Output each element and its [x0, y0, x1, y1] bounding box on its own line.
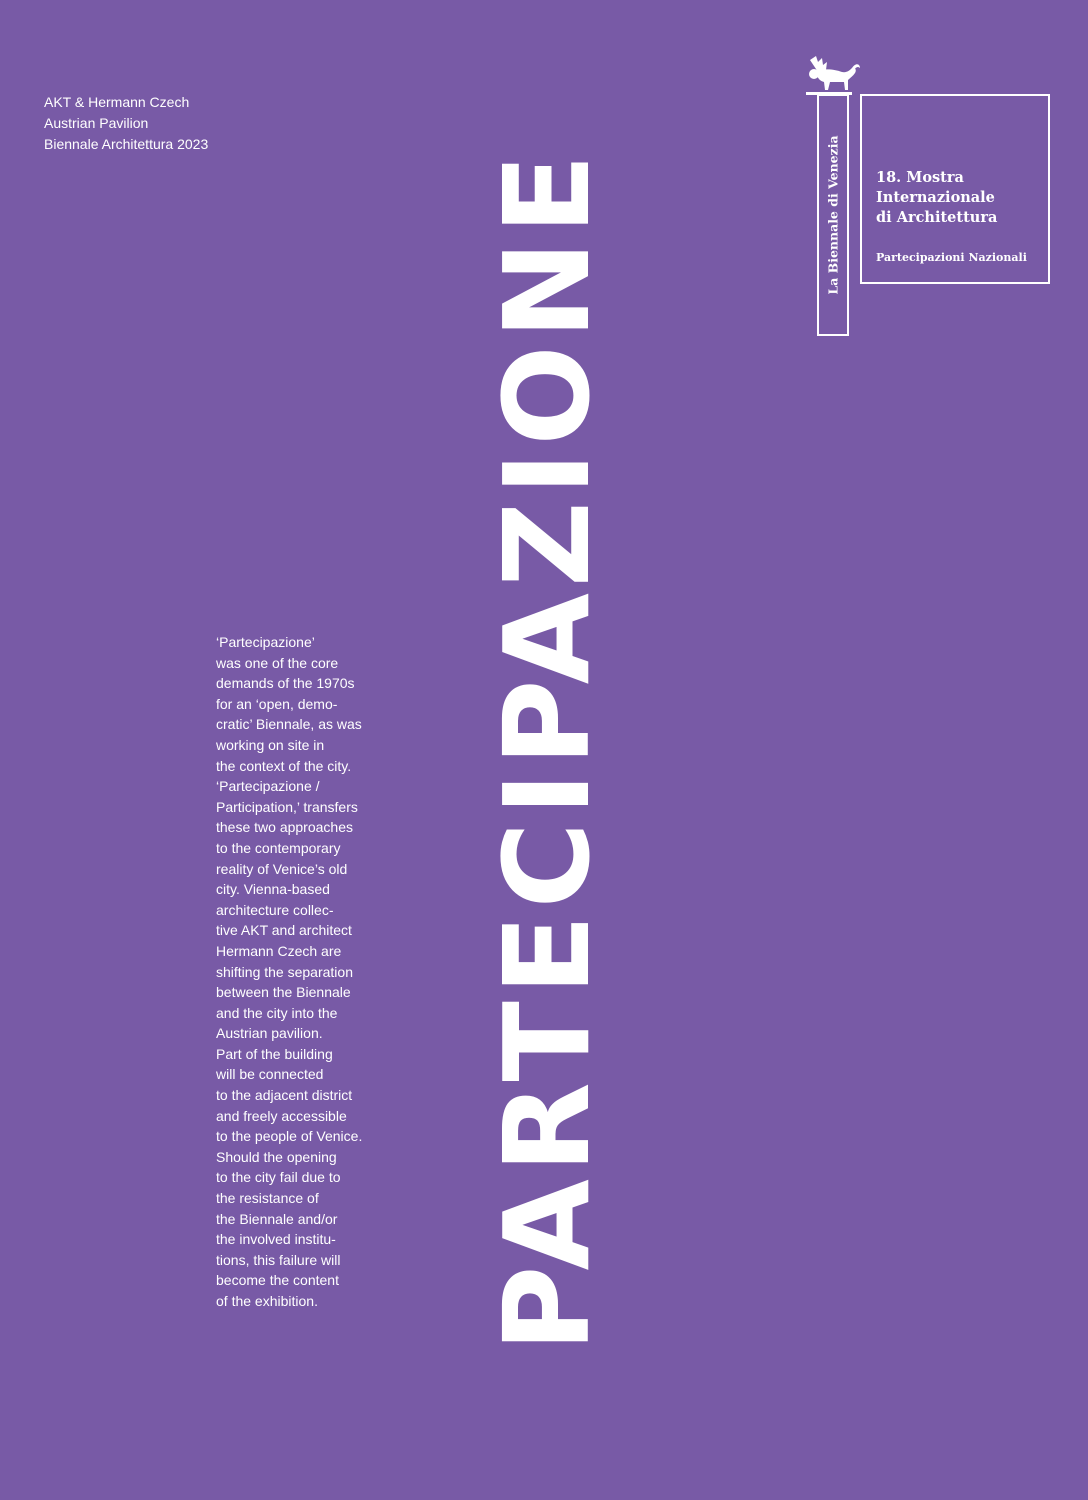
description-line: tive AKT and architect	[216, 922, 352, 939]
description-line: working on site in	[216, 736, 325, 753]
description-line: Should the opening	[216, 1148, 337, 1165]
biennale-logo	[800, 56, 1052, 295]
logo-title-line-3: di Architettura	[876, 209, 998, 226]
description-line: to the adjacent district	[216, 1087, 353, 1104]
credit-line-authors: AKT & Hermann Czech	[44, 94, 190, 110]
description-line: city. Vienna-based	[216, 881, 330, 898]
description-line: was one of the core	[216, 654, 339, 671]
description-line: ‘Partecipazione’	[216, 634, 315, 650]
description-line: these two approaches	[216, 819, 353, 836]
description-paragraph	[216, 632, 421, 1312]
credits-block	[44, 92, 208, 155]
logo-spine-text: La Biennale di Venezia	[825, 135, 841, 295]
description-line: and the city into the	[216, 1004, 338, 1021]
description-line: will be connected	[216, 1066, 324, 1083]
description-line: shifting the separation	[216, 963, 353, 980]
description-line: Part of the building	[216, 1045, 333, 1062]
winged-lion-icon	[800, 56, 862, 98]
description-line: ‘Partecipazione /	[216, 778, 320, 795]
description-line: to the city fail due to	[216, 1169, 341, 1186]
logo-spine	[817, 94, 849, 336]
logo-title-line-1: 18. Mostra	[876, 169, 964, 186]
main-title-container	[478, 25, 616, 1475]
description-line: architecture collec-	[216, 901, 334, 918]
description-line: Hermann Czech are	[216, 942, 342, 959]
description-line: reality of Venice’s old	[216, 860, 348, 877]
description-line: the Biennale and/or	[216, 1210, 338, 1227]
description-line: between the Biennale	[216, 984, 351, 1001]
description-line: of the exhibition.	[216, 1293, 318, 1309]
description-line: and freely accessible	[216, 1107, 347, 1124]
description-line: demands of the 1970s	[216, 675, 355, 692]
description-line: Austrian pavilion.	[216, 1025, 323, 1042]
credit-line-event: Biennale Architettura 2023	[44, 136, 209, 152]
logo-box	[860, 94, 1050, 284]
main-title: PARTECIPAZIONE	[478, 147, 616, 1353]
description-line: the context of the city.	[216, 757, 352, 774]
logo-subtitle: Partecipazioni Nazionali	[876, 251, 1027, 264]
credit-line-pavilion: Austrian Pavilion	[44, 115, 149, 131]
description-line: to the people of Venice.	[216, 1128, 363, 1145]
description-line: the resistance of	[216, 1190, 319, 1207]
description-line: Participation,’ transfers	[216, 798, 358, 815]
description-line: become the content	[216, 1272, 339, 1289]
logo-title-line-2: Internazionale	[876, 189, 995, 206]
description-line: to the contemporary	[216, 839, 341, 856]
description-line: for an ‘open, demo-	[216, 695, 338, 712]
description-line: the involved institu-	[216, 1231, 336, 1248]
description-line: tions, this failure will	[216, 1251, 341, 1268]
logo-title	[876, 168, 997, 228]
description-line: cratic’ Biennale, as was	[216, 716, 362, 733]
